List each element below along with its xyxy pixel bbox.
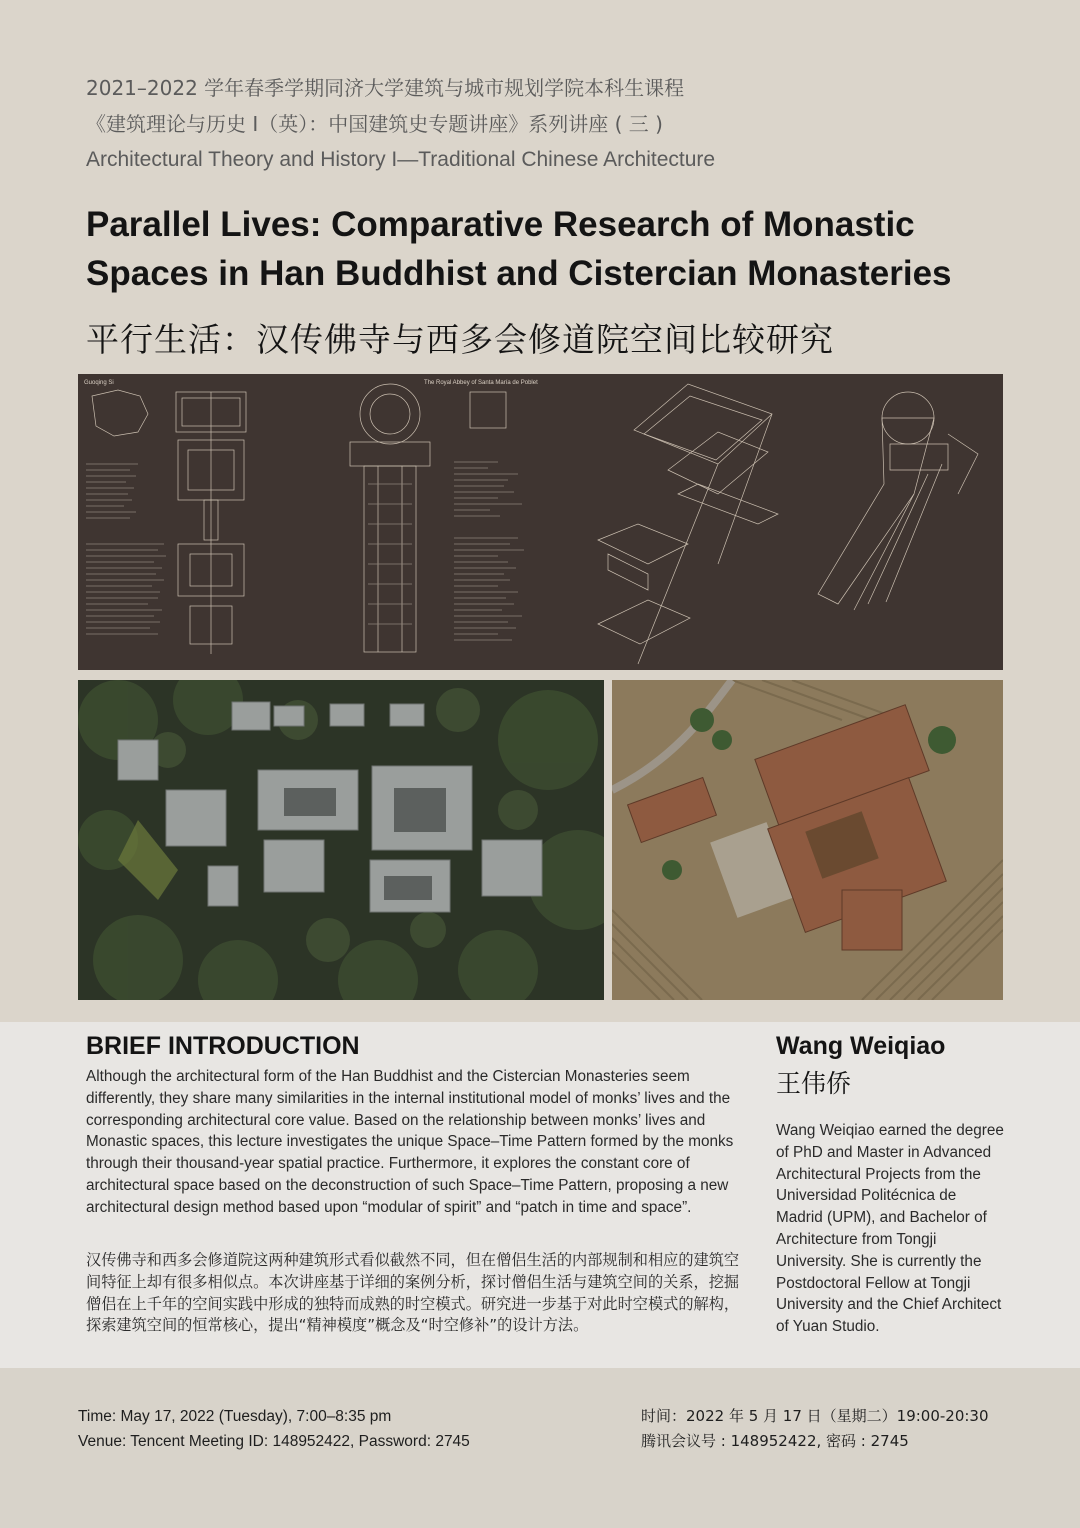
aerial-photo-guoqing-temple [78,680,604,1000]
speaker-bio: Wang Weiqiao earned the degree of PhD and Master in Advanced Architectural Projects from the Universidad Politécnica de Madrid (UPM), and Bachelor of Architecture from Tongji University. She is currently the Postdoctoral Fellow at Tongji University and the Chief Architect of Yuan Studio. [776,1122,1004,1336]
course-title-zh-line2: 《建筑理论与历史 I（英）：中国建筑史专题讲座》系列讲座 ( 三 ) [86,112,663,136]
event-time-zh: 时间：2022 年 5 月 17 日（星期二）19:00-20:30 [641,1407,989,1425]
event-info-en [78,1404,470,1454]
event-info-zh [641,1404,989,1454]
introduction-text-en: Although the architectural form of the Han Buddhist and the Cistercian Monasteries seem differently, they share many similarities in the internal institutional model of monks’ lives and the corresponding architectural core value. Based on the relationship between monks’ lives and Monastic spaces, this lecture investigates the unique Space–Time Pattern formed by the monks through their thousand-year spatial practice. Furthermore, it explores the constant core of architectural space based on the deconstruction of such Space–Time Pattern, proposing a new architectural design method based upon “modular of spirit” and “patch in time and space”. [86,1068,734,1216]
title-line-1: Parallel Lives: Comparative Research of Monastic [86,205,915,244]
speaker-name-en: Wang Weiqiao [776,1032,946,1060]
lecture-title-zh: 平行生活：汉传佛寺与西多会修道院空间比较研究 [86,320,834,359]
course-title-zh-line1: 2021–2022 学年春季学期同济大学建筑与城市规划学院本科生课程 [86,76,685,100]
introduction-text-zh: 汉传佛寺和西多会修道院这两种建筑形式看似截然不同，但在僧侣生活的内部规制和相应的建筑空间特征上却有很多相似点。本次讲座基于详细的案例分析，探讨僧侣生活与建筑空间的关系，挖掘僧侣在上千年的空间实践中形成的独特而成熟的时空模式。研究进一步基于对此时空模式的解构，探索建筑空间的恒常核心，提出“精神模度”概念及“时空修补”的设计方法。 [86,1251,740,1335]
course-title-en: Architectural Theory and History I—Traditional Chinese Architecture [86,148,716,171]
title-line-2: Spaces in Han Buddhist and Cistercian Monasteries [86,254,952,293]
architectural-drawings-panel [78,374,1003,670]
event-venue-zh: 腾讯会议号 : 148952422, 密码 : 2745 [641,1432,909,1450]
event-venue-en: Venue: Tencent Meeting ID: 148952422, Password: 2745 [78,1433,470,1450]
drawing-linework [78,374,1003,670]
lecture-title-en [86,200,1026,298]
brief-introduction-heading: BRIEF INTRODUCTION [86,1032,360,1060]
drawing-label-poblet: The Royal Abbey of Santa María de Poblet [424,380,538,386]
event-time-en: Time: May 17, 2022 (Tuesday), 7:00–8:35 pm [78,1408,392,1425]
drawing-label-guoqing: Guoqing Si [84,380,114,386]
speaker-name-zh: 王伟侨 [776,1069,852,1098]
aerial-photo-poblet-abbey [612,680,1003,1000]
